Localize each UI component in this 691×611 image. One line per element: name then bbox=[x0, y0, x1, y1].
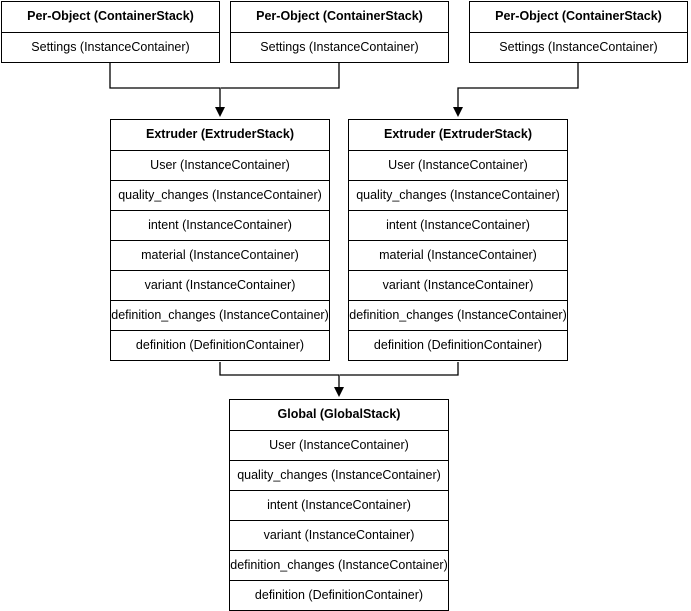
node-row: variant (InstanceContainer) bbox=[230, 520, 448, 550]
node-row: quality_changes (InstanceContainer) bbox=[111, 180, 329, 210]
node-per-object-1[interactable] bbox=[1, 1, 220, 63]
node-row: definition (DefinitionContainer) bbox=[111, 330, 329, 360]
node-row: variant (InstanceContainer) bbox=[111, 270, 329, 300]
edge-extruder1-global bbox=[220, 362, 339, 392]
node-extruder-2[interactable] bbox=[348, 119, 568, 361]
node-header: Per-Object (ContainerStack) bbox=[495, 9, 662, 23]
node-per-object-3[interactable] bbox=[469, 1, 688, 63]
edge-extruder2-global bbox=[340, 362, 458, 375]
node-row: User (InstanceContainer) bbox=[349, 150, 567, 180]
node-header: Per-Object (ContainerStack) bbox=[256, 9, 423, 23]
node-row: definition_changes (InstanceContainer) bbox=[349, 300, 567, 330]
node-extruder-1[interactable] bbox=[110, 119, 330, 361]
node-row: intent (InstanceContainer) bbox=[111, 210, 329, 240]
node-row: User (InstanceContainer) bbox=[230, 430, 448, 460]
node-row: User (InstanceContainer) bbox=[111, 150, 329, 180]
node-row: intent (InstanceContainer) bbox=[349, 210, 567, 240]
node-row: material (InstanceContainer) bbox=[111, 240, 329, 270]
node-header: Extruder (ExtruderStack) bbox=[384, 127, 532, 141]
node-header: Extruder (ExtruderStack) bbox=[146, 127, 294, 141]
node-row: variant (InstanceContainer) bbox=[349, 270, 567, 300]
node-row: Settings (InstanceContainer) bbox=[470, 32, 687, 62]
edge-perobject3-extruder2 bbox=[458, 62, 578, 112]
node-header: Per-Object (ContainerStack) bbox=[27, 9, 194, 23]
node-header: Global (GlobalStack) bbox=[277, 407, 401, 421]
node-row: quality_changes (InstanceContainer) bbox=[349, 180, 567, 210]
edge-perobject2-extruder1 bbox=[221, 62, 339, 88]
node-row: material (InstanceContainer) bbox=[349, 240, 567, 270]
node-row: definition (DefinitionContainer) bbox=[230, 580, 448, 610]
node-row: definition_changes (InstanceContainer) bbox=[111, 300, 329, 330]
edge-perobject1-extruder1 bbox=[110, 62, 220, 112]
node-row: definition_changes (InstanceContainer) bbox=[230, 550, 448, 580]
node-row: intent (InstanceContainer) bbox=[230, 490, 448, 520]
node-row: Settings (InstanceContainer) bbox=[2, 32, 219, 62]
node-row: quality_changes (InstanceContainer) bbox=[230, 460, 448, 490]
node-global[interactable] bbox=[229, 399, 449, 611]
node-row: definition (DefinitionContainer) bbox=[349, 330, 567, 360]
node-per-object-2[interactable] bbox=[230, 1, 449, 63]
node-row: Settings (InstanceContainer) bbox=[231, 32, 448, 62]
